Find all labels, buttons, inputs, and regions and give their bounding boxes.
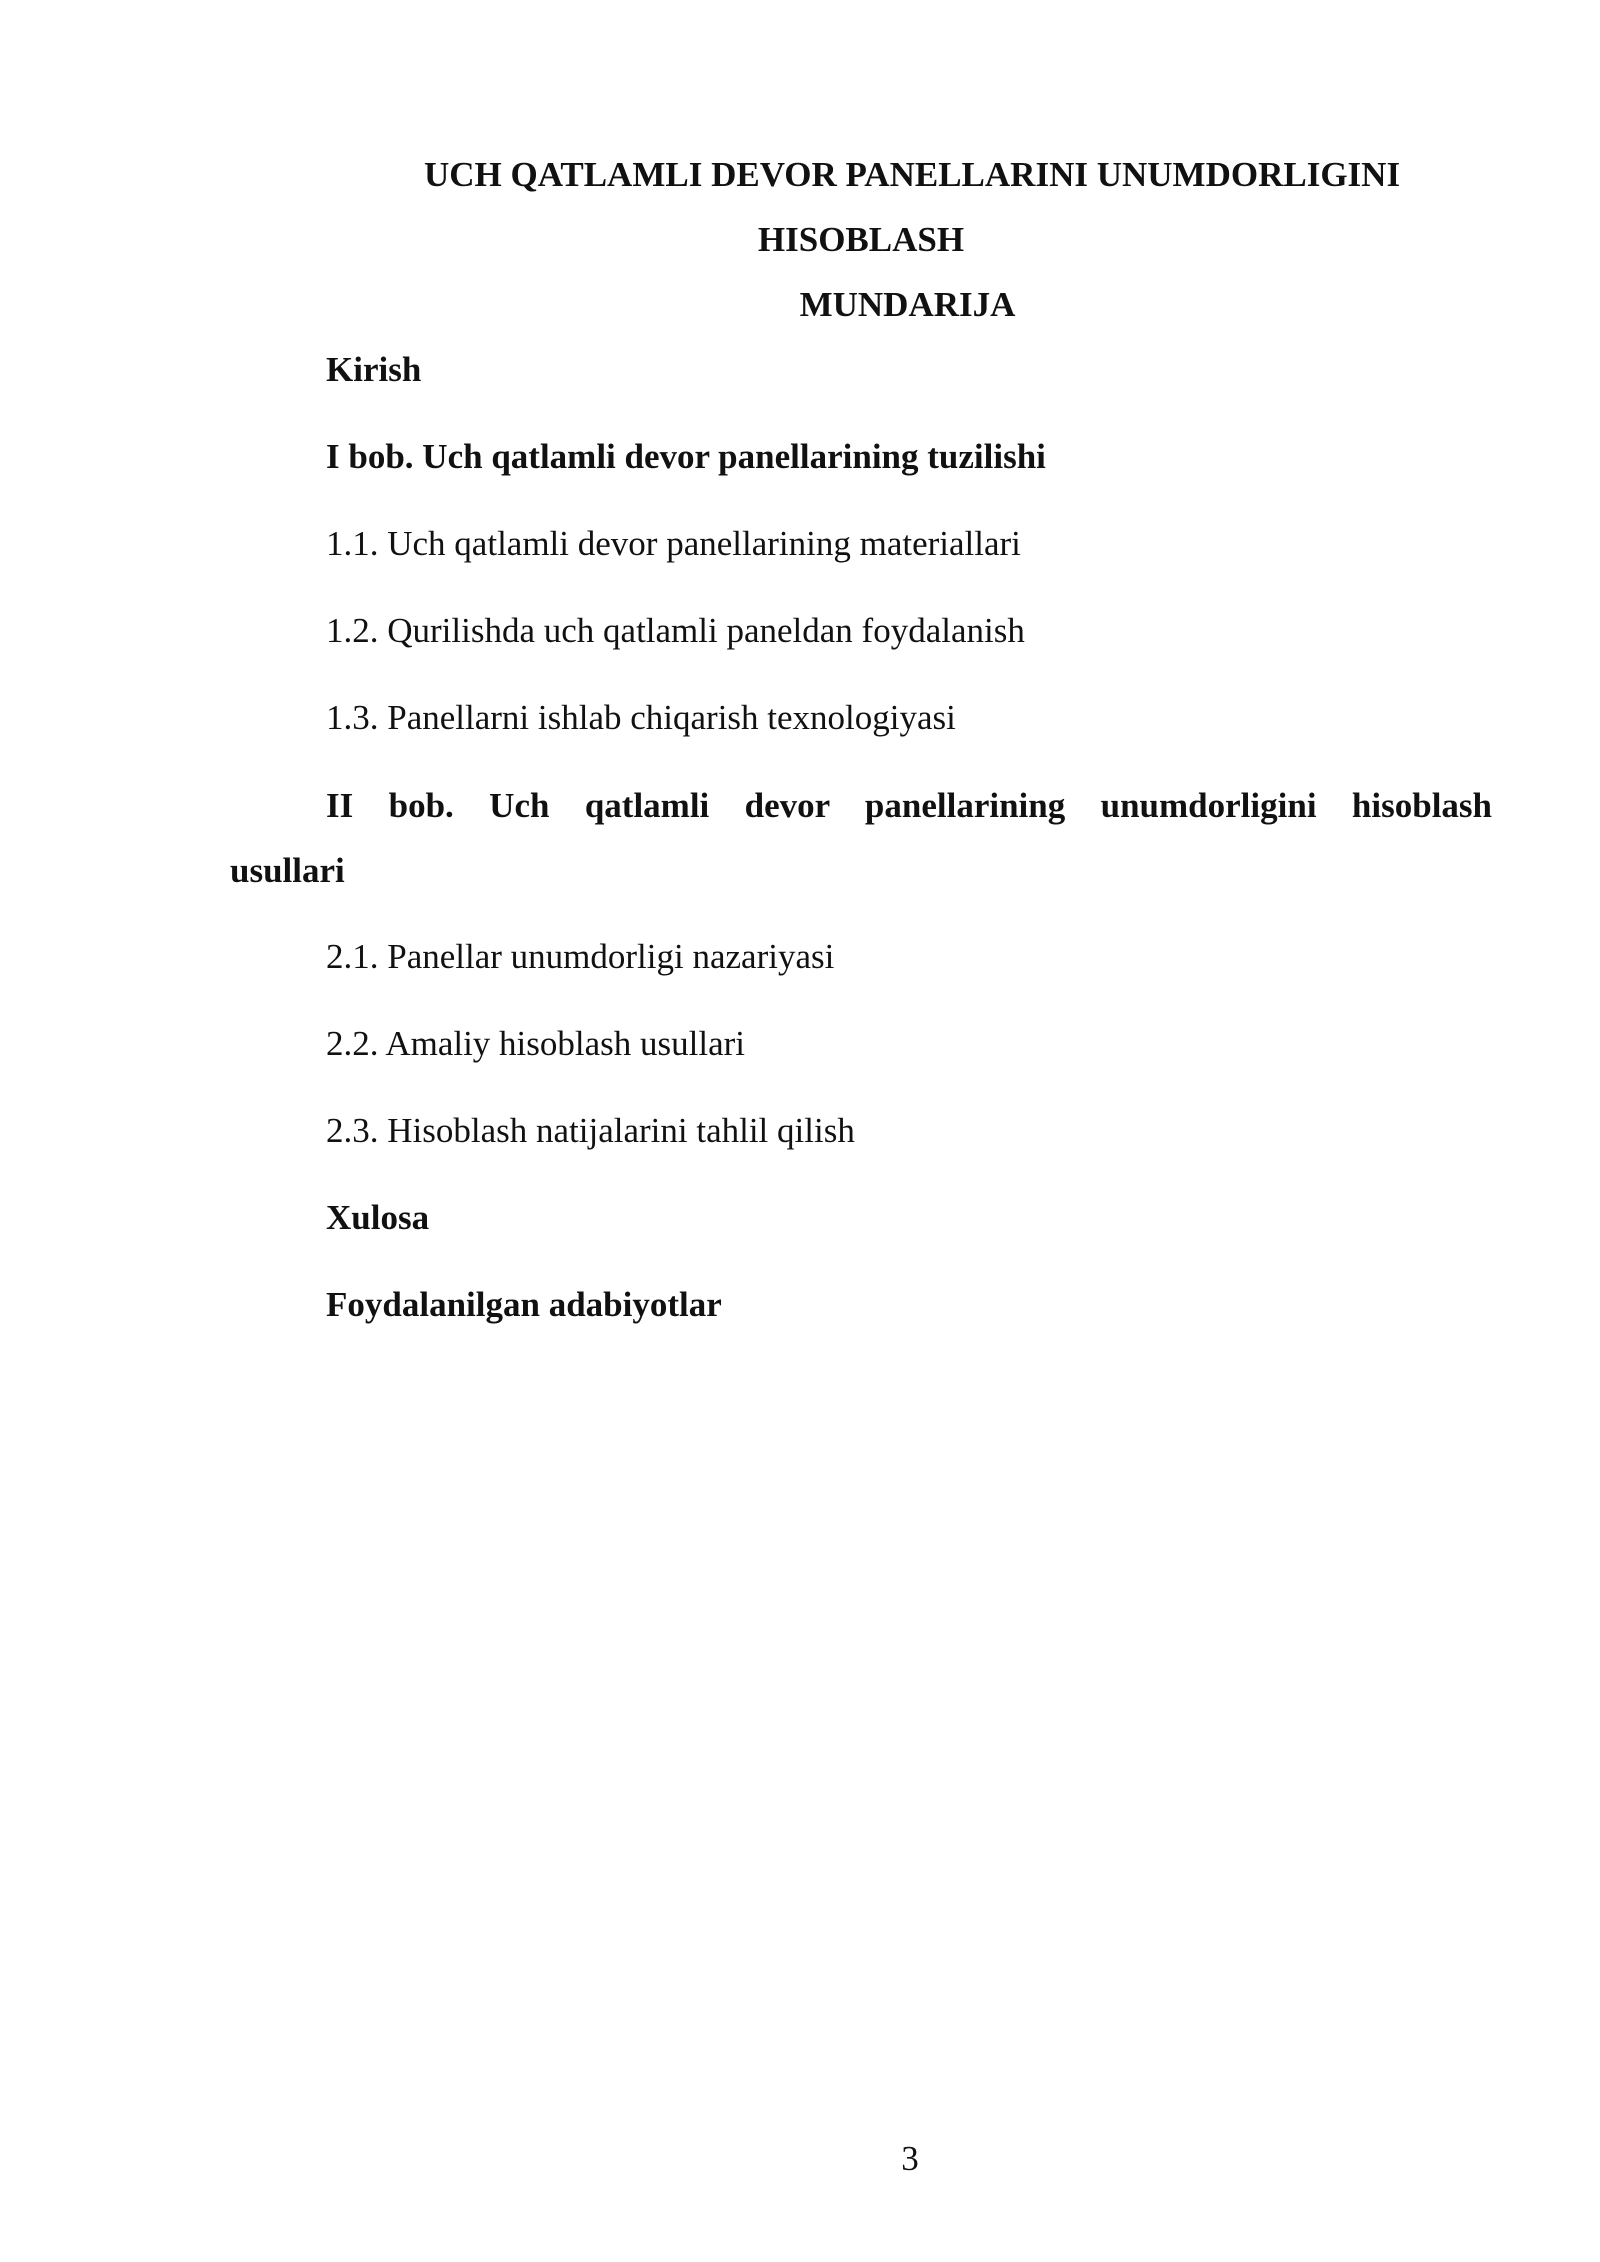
toc-item-2-2: 2.2. Amaliy hisoblash usullari	[326, 1024, 746, 1063]
toc-chapter-2-line-2: usullari	[230, 851, 345, 890]
toc-chapter-2-line-1: II bob. Uch qatlamli devor panellarining unumdorligini hisoblash	[326, 786, 1492, 825]
toc-intro: Kirish	[326, 350, 422, 389]
document-title-line-2: HISOBLASH	[757, 220, 965, 259]
contents-heading: MUNDARIJA	[799, 285, 1016, 324]
toc-item-2-1: 2.1. Panellar unumdorligi nazariyasi	[326, 937, 835, 976]
toc-item-1-3: 1.3. Panellarni ishlab chiqarish texnologiyasi	[326, 698, 956, 737]
toc-chapter-1: I bob. Uch qatlamli devor panellarining tuzilishi	[326, 437, 1046, 476]
toc-item-1-2: 1.2. Qurilishda uch qatlamli paneldan foydalanish	[326, 611, 1025, 650]
toc-references: Foydalanilgan adabiyotlar	[326, 1285, 722, 1324]
page-number: 3	[901, 2139, 919, 2178]
toc-chapter-2	[230, 773, 1492, 903]
toc-item-2-3: 2.3. Hisoblash natijalarini tahlil qilish	[326, 1111, 855, 1150]
document-title-line-1: UCH QATLAMLI DEVOR PANELLARINI UNUMDORLIGINI	[423, 155, 1401, 194]
toc-item-1-1: 1.1. Uch qatlamli devor panellarining materiallari	[326, 524, 1021, 563]
toc-conclusion: Xulosa	[326, 1198, 430, 1237]
